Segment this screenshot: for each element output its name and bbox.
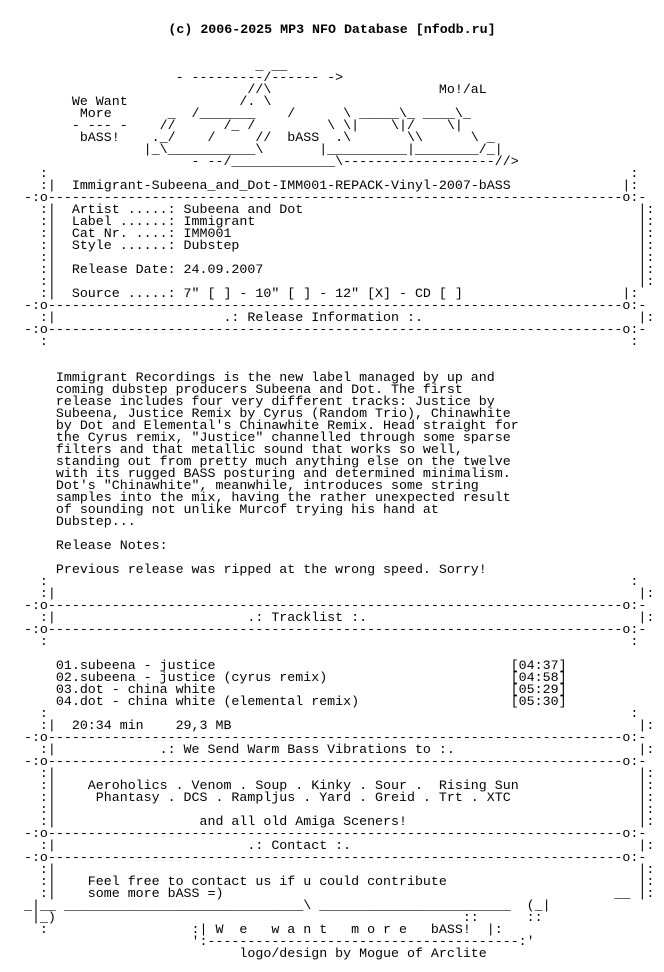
- nfo-line: the Cyrus remix, "Justice" channelled through some sparse: [8, 430, 511, 445]
- nfo-line: :| .: Contact :. |:: [8, 838, 655, 853]
- nfo-line: : :: [8, 706, 639, 721]
- nfo-line: :| Style ......: Dubstep |:: [8, 238, 655, 253]
- nfo-line: :| Phantasy . DCS . Rampljus . Yard . Greid . Trt . XTC |:: [8, 790, 655, 805]
- nfo-line: :| |:: [8, 250, 655, 265]
- nfo-line: -:o------------------------------------------------------------------------o:-: [8, 622, 647, 637]
- nfo-line: -:o------------------------------------------------------------------------o:-: [8, 730, 647, 745]
- nfo-line: :| some more bASS =) __ |:: [8, 886, 655, 901]
- nfo-line: - ---------/------ ->: [8, 70, 344, 85]
- nfo-line: :| |:: [8, 766, 655, 781]
- nfo-line: Subeena, Justice Remix by Cyrus (Random Trio), Chinawhite: [8, 406, 511, 421]
- nfo-line: release includes four very different tracks: Justice by: [8, 394, 495, 409]
- nfo-viewer: [8, 0, 656, 972]
- nfo-line: -:o------------------------------------------------------------------------o:-: [8, 754, 647, 769]
- nfo-line: : :| W e w a n t m o r e bASS! |:: [8, 922, 503, 937]
- nfo-line: :| 20:34 min 29,3 MB |:: [8, 718, 655, 733]
- nfo-line: -:o------------------------------------------------------------------------o:-: [8, 322, 647, 337]
- nfo-line: -:o------------------------------------------------------------------------o:-: [8, 850, 647, 865]
- nfo-line: :| |:: [8, 586, 655, 601]
- nfo-line: :| .: Release Information :. |:: [8, 310, 655, 325]
- nfo-line: :| Feel free to contact us if u could contribute |:: [8, 874, 655, 889]
- nfo-line: of sounding not unlike Murcof trying his hand at: [8, 502, 439, 517]
- nfo-line: :| |:: [8, 862, 655, 877]
- nfo-line: :| .: Tracklist :. |:: [8, 610, 655, 625]
- nfo-line: :| |:: [8, 802, 655, 817]
- nfo-line: :| Label ......: Immigrant |:: [8, 214, 655, 229]
- nfo-line: 04.dot - china white (elemental remix) [05:30]: [8, 694, 567, 709]
- nfo-line: standing out from pretty much anything else on the twelve: [8, 454, 511, 469]
- nfo-line: :| .: We Send Warm Bass Vibrations to :. |:: [8, 742, 655, 757]
- nfo-line: //\ Mo!/aL: [8, 82, 487, 97]
- nfo-line: : :: [8, 574, 639, 589]
- nfo-line: 01.subeena - justice [04:37]: [8, 658, 567, 673]
- nfo-line: Previous release was ripped at the wrong speed. Sorry!: [8, 562, 487, 577]
- nfo-line: -:o------------------------------------------------------------------------o:-: [8, 826, 647, 841]
- nfo-line: ':---------------------------------------:': [8, 934, 535, 949]
- nfo-line: _ __: [8, 58, 288, 73]
- nfo-line: : :: [8, 634, 639, 649]
- nfo-line: :| Artist .....: Subeena and Dot |:: [8, 202, 655, 217]
- nfo-line: More _ /_______ / \ _____\_ ____\_: [8, 106, 471, 121]
- nfo-line: Release Notes:: [8, 538, 168, 553]
- nfo-line: :| Aeroholics . Venom . Soup . Kinky . Sour . Rising Sun |:: [8, 778, 655, 793]
- nfo-line: |_\___________\ |__________|________/_|: [8, 142, 503, 157]
- nfo-line: -:o------------------------------------------------------------------------o:-: [8, 298, 647, 313]
- nfo-line: : :: [8, 334, 639, 349]
- nfo-line: :| Cat Nr. ....: IMM001 |:: [8, 226, 655, 241]
- nfo-line: by Dot and Elemental's Chinawhite Remix. Head straight for: [8, 418, 519, 433]
- nfo-line: - --- - // /_ / \ \| \|/ \|: [8, 118, 463, 133]
- nfo-line: filters and that metallic sound that works so well,: [8, 442, 463, 457]
- nfo-text: [8, 60, 656, 960]
- nfo-line: :| Source .....: 7" [ ] - 10" [ ] - 12" [X] - CD [ ] |:: [8, 286, 639, 301]
- nfo-line: :| and all old Amiga Sceners! |:: [8, 814, 655, 829]
- nfo-line: Dot's "Chinawhite", meanwhile, introduces some string: [8, 478, 479, 493]
- nfo-line: Immigrant Recordings is the new label managed by up and: [8, 370, 495, 385]
- nfo-line: - --/_____________\-------------------//>: [8, 154, 519, 169]
- nfo-line: bASS! ._/ / // bASS .\ \\ \ _: [8, 130, 495, 145]
- site-credit-link[interactable]: (c) 2006-2025 MP3 NFO Database [nfodb.ru]: [168, 22, 496, 37]
- nfo-line: [8, 348, 656, 360]
- nfo-line: :| |:: [8, 274, 655, 289]
- nfo-line: with its rugged BASS posturing and determined minimalism.: [8, 466, 511, 481]
- nfo-line: :| Release Date: 24.09.2007 |:: [8, 262, 655, 277]
- nfo-line: 02.subeena - justice (cyrus remix) [04:58]: [8, 670, 567, 685]
- nfo-line: _|__ ______________________________\ ________________________ (_|: [8, 898, 551, 913]
- nfo-line: 03.dot - china white [05:29]: [8, 682, 567, 697]
- nfo-line: logo/design by Mogue of Arclite: [8, 946, 487, 961]
- nfo-line: |_) :: ::: [8, 910, 543, 925]
- nfo-line: We Want /. \: [8, 94, 272, 109]
- nfo-line: -:o------------------------------------------------------------------------o:-: [8, 190, 647, 205]
- nfo-line: :| Immigrant-Subeena_and_Dot-IMM001-REPACK-Vinyl-2007-bASS |:: [8, 178, 639, 193]
- nfo-line: : :: [8, 166, 639, 181]
- nfo-line: Dubstep...: [8, 514, 136, 529]
- nfo-line: coming dubstep producers Subeena and Dot. The first: [8, 382, 463, 397]
- nfo-line: -:o------------------------------------------------------------------------o:-: [8, 598, 647, 613]
- nfo-line: samples into the mix, having the rather unexpected result: [8, 490, 511, 505]
